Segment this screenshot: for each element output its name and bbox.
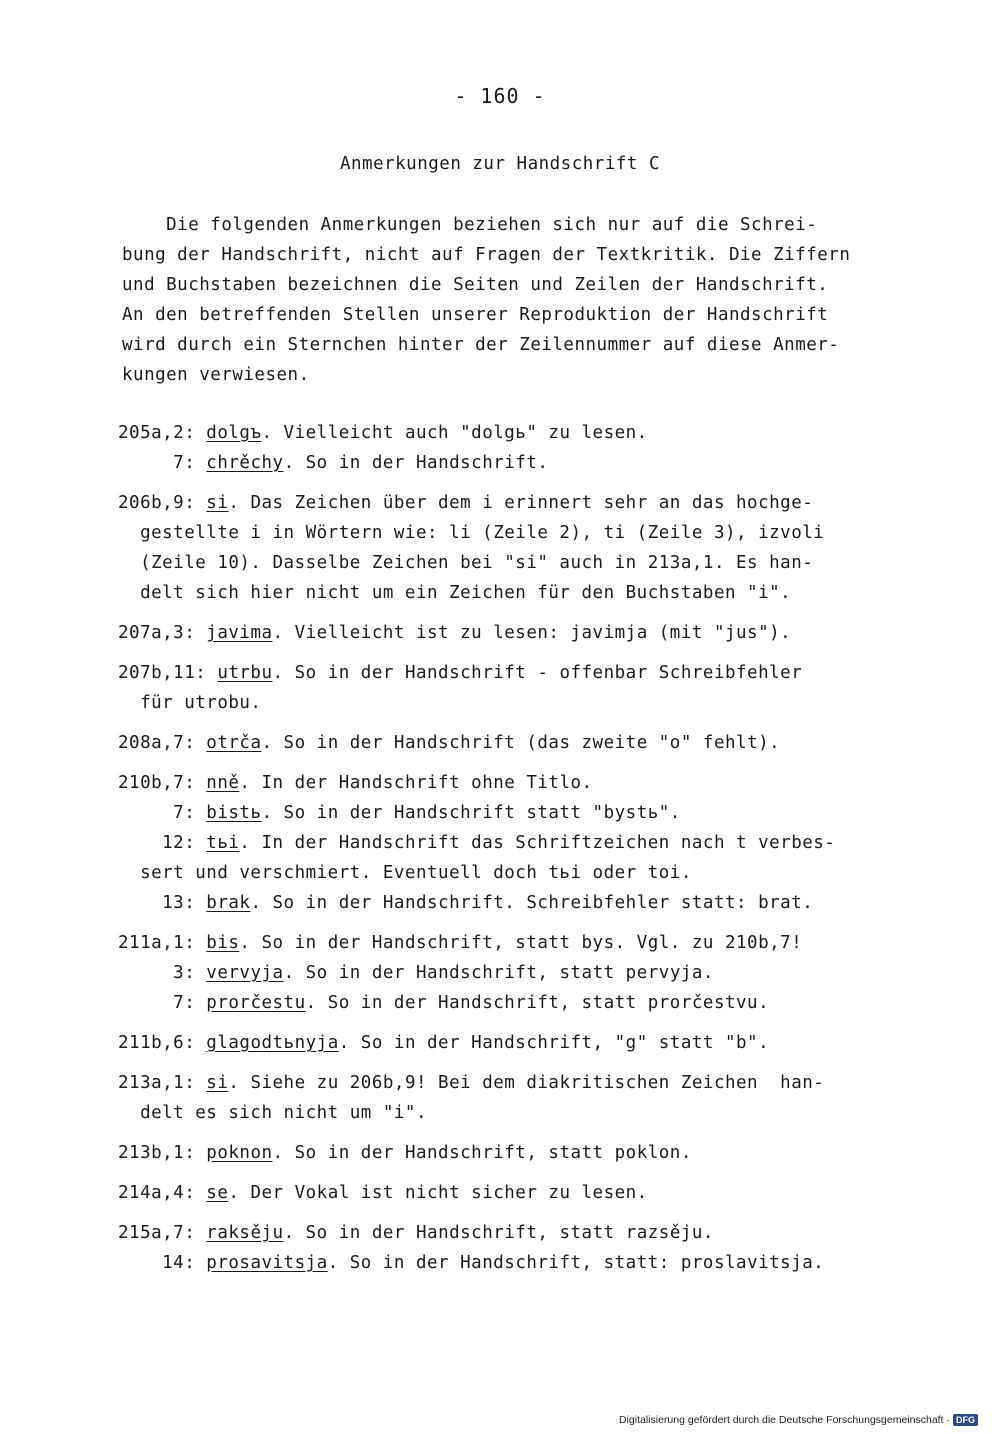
note-211b-6 <box>118 1028 918 1058</box>
note-continuation: für utrobu. <box>118 693 262 713</box>
note-text: . So in der Handschrift. Schreibfehler statt: brat. <box>250 893 814 913</box>
note-text: . So in der Handschrift, statt poklon. <box>272 1143 692 1163</box>
note-ref: 213a,1: <box>118 1073 207 1093</box>
note-ref: 3: <box>118 963 207 983</box>
note-text: . So in der Handschrift, statt: proslavitsja. <box>327 1253 825 1273</box>
note-word: poknon <box>206 1143 273 1163</box>
note-word: raksěju <box>206 1223 284 1243</box>
note-ref: 215a,7: <box>118 1223 207 1243</box>
note-210b-12 <box>118 828 918 858</box>
note-text: . So in der Handschrift, statt bys. Vgl. zu 210b,7! <box>239 933 803 953</box>
intro-line: wird durch ein Sternchen hinter der Zeilennummer auf diese Anmer- <box>122 335 840 355</box>
intro-line: und Buchstaben bezeichnen die Seiten und Zeilen der Handschrift. <box>122 275 829 295</box>
note-word: javima <box>206 623 273 643</box>
note-ref: 205a,2: <box>118 423 207 443</box>
note-word: brak <box>206 893 251 913</box>
footer-text: Digitalisierung gefördert durch die Deutsche Forschungsgemeinschaft <box>618 1414 944 1426</box>
note-ref: 13: <box>118 893 207 913</box>
note-text: . In der Handschrift ohne Titlo. <box>239 773 593 793</box>
note-207b-11 <box>118 658 918 688</box>
note-word: nně <box>206 773 240 793</box>
note-205a-2 <box>118 418 918 448</box>
intro-line: Die folgenden Anmerkungen beziehen sich nur auf die Schrei- <box>122 215 818 235</box>
note-text: . So in der Handschrift - offenbar Schreibfehler <box>272 663 803 683</box>
note-continuation: gestellte i in Wörtern wie: li (Zeile 2), ti (Zeile 3), izvoli <box>118 523 825 543</box>
note-word: si <box>206 493 229 513</box>
note-205a-7 <box>118 448 918 478</box>
note-text: . So in der Handschrift, statt razsěju. <box>283 1223 714 1243</box>
note-211a-3 <box>118 958 918 988</box>
note-ref: 211a,1: <box>118 933 207 953</box>
note-continuation: delt sich hier nicht um ein Zeichen für den Buchstaben "i". <box>118 583 792 603</box>
note-213b-1 <box>118 1138 918 1168</box>
note-210b-13 <box>118 888 918 918</box>
notes-list <box>118 418 918 1278</box>
note-word: prosavitsja <box>206 1253 328 1273</box>
note-continuation: sert und verschmiert. Eventuell doch tьi oder toi. <box>118 863 692 883</box>
note-word: bistь <box>206 803 262 823</box>
note-continuation: delt es sich nicht um "i". <box>118 1103 428 1123</box>
note-text: . So in der Handschrift, "g" statt "b". <box>338 1033 770 1053</box>
note-word: bis <box>206 933 240 953</box>
note-213a-1 <box>118 1068 918 1098</box>
note-text: . Vielleicht ist zu lesen: javimja (mit "jus"). <box>272 623 792 643</box>
note-ref: 207a,3: <box>118 623 207 643</box>
note-ref: 12: <box>118 833 207 853</box>
note-206b-9 <box>118 488 918 518</box>
note-ref: 206b,9: <box>118 493 207 513</box>
note-ref: 214a,4: <box>118 1183 207 1203</box>
page-title: Anmerkungen zur Handschrift C <box>339 154 661 174</box>
note-word: glagodtьnyja <box>206 1033 339 1053</box>
note-word: dolgъ <box>206 423 262 443</box>
note-text: . Vielleicht auch "dolgь" zu lesen. <box>261 423 648 443</box>
note-text: . So in der Handschrift, statt pervyja. <box>283 963 714 983</box>
note-215a-14 <box>118 1248 918 1278</box>
note-211a-7 <box>118 988 918 1018</box>
note-word: si <box>206 1073 229 1093</box>
note-214a-4 <box>118 1178 918 1208</box>
footer-credit <box>619 1414 978 1426</box>
note-ref: 7: <box>118 993 207 1013</box>
note-word: otrča <box>206 733 262 753</box>
note-210b-7 <box>118 768 918 798</box>
note-ref: 213b,1: <box>118 1143 207 1163</box>
note-word: se <box>206 1183 229 1203</box>
intro-line: kungen verwiesen. <box>122 365 310 385</box>
note-text: . So in der Handschrift statt "bystь". <box>261 803 681 823</box>
note-word: chrěchy <box>206 453 284 473</box>
footer-separator: · <box>946 1414 950 1426</box>
note-text: . So in der Handschrift (das zweite "o" fehlt). <box>261 733 781 753</box>
note-word: vervyja <box>206 963 284 983</box>
note-ref: 211b,6: <box>118 1033 207 1053</box>
intro-paragraph <box>122 210 902 390</box>
note-ref: 7: <box>118 803 207 823</box>
note-210b-7b <box>118 798 918 828</box>
note-ref: 208a,7: <box>118 733 207 753</box>
note-215a-7 <box>118 1218 918 1248</box>
note-word: prorčestu <box>206 993 306 1013</box>
note-text: . So in der Handschrift, statt prorčestvu. <box>305 993 770 1013</box>
note-text: . So in der Handschrift. <box>283 453 549 473</box>
note-ref: 210b,7: <box>118 773 207 793</box>
note-208a-7 <box>118 728 918 758</box>
dfg-logo-icon: DFG <box>953 1414 978 1426</box>
note-ref: 207b,11: <box>118 663 218 683</box>
intro-line: bung der Handschrift, nicht auf Fragen der Textkritik. Die Ziffern <box>122 245 851 265</box>
note-ref: 7: <box>118 453 207 473</box>
intro-line: An den betreffenden Stellen unserer Reproduktion der Handschrift <box>122 305 829 325</box>
note-word: utrbu <box>217 663 273 683</box>
note-continuation: (Zeile 10). Dasselbe Zeichen bei "si" auch in 213a,1. Es han- <box>118 553 814 573</box>
page-number: - 160 - <box>454 84 546 108</box>
note-text: . Siehe zu 206b,9! Bei dem diakritischen Zeichen han- <box>228 1073 825 1093</box>
note-word: tьi <box>206 833 240 853</box>
note-207a-3 <box>118 618 918 648</box>
note-text: . In der Handschrift das Schriftzeichen nach t verbes- <box>239 833 836 853</box>
note-text: . Das Zeichen über dem i erinnert sehr an das hochge- <box>228 493 814 513</box>
note-211a-1 <box>118 928 918 958</box>
note-text: . Der Vokal ist nicht sicher zu lesen. <box>228 1183 648 1203</box>
note-ref: 14: <box>118 1253 207 1273</box>
